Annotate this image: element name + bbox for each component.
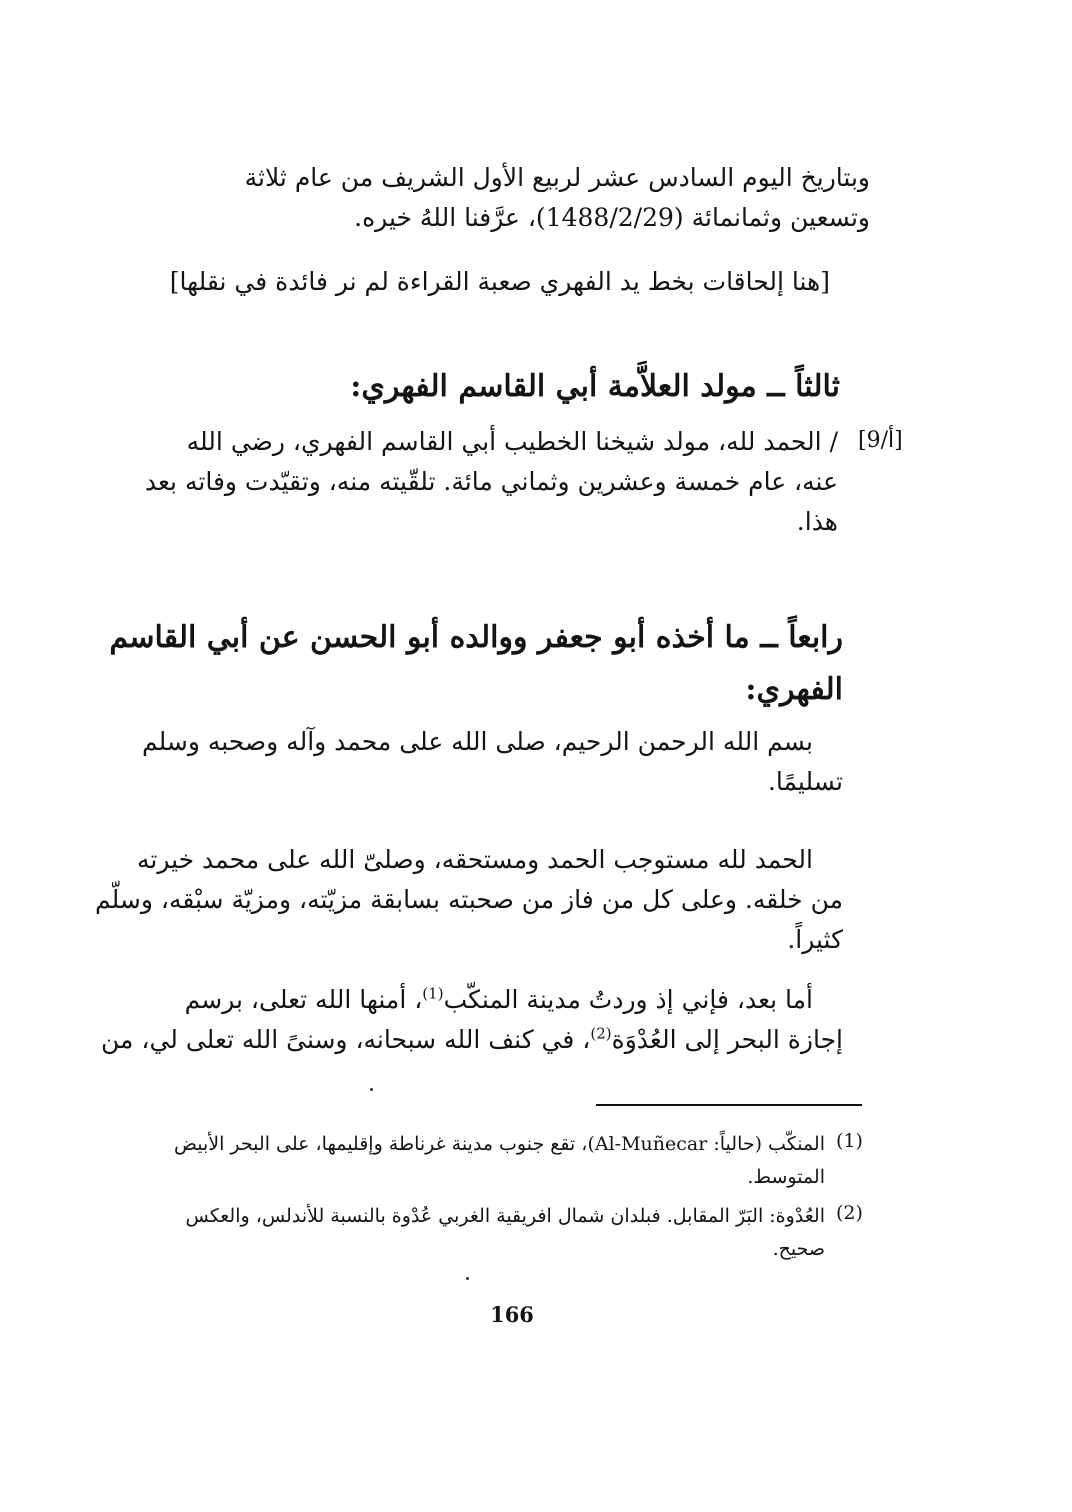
text-segment: إجازة البحر إلى العُدْوَة bbox=[611, 1025, 843, 1054]
section-3-body bbox=[144, 422, 838, 542]
paragraph-line: كثيراً. bbox=[787, 925, 843, 954]
footnote-line: المتوسط. bbox=[747, 1166, 825, 1188]
footnote-number: (1) bbox=[836, 1130, 863, 1152]
section-heading-4 bbox=[109, 612, 843, 716]
footnote-ref-2[interactable]: (2) bbox=[590, 1024, 612, 1043]
paragraph-line: تسليمًا. bbox=[767, 767, 843, 796]
basmala-paragraph bbox=[141, 722, 843, 802]
page-number: 166 bbox=[490, 1302, 534, 1327]
paragraph-line: وتسعين وثمانمائة (1488/2/29)، عرَّفنا اللهُ خيره. bbox=[354, 203, 870, 232]
section-heading-text: ثالثاً ــ مولد العلاَّمة أبي القاسم الفهري: bbox=[350, 369, 840, 404]
text-segment: أما بعد، فإني إذ وردتُ مدينة المنكّب bbox=[443, 985, 813, 1014]
footnote-2 bbox=[150, 1200, 825, 1266]
paragraph-line: الحمد لله مستوجب الحمد ومستحقه، وصلىّ الله على محمد خيرته bbox=[136, 845, 813, 874]
paragraph-line: وبتاريخ اليوم السادس عشر لربيع الأول الشريف من عام ثلاثة bbox=[244, 163, 870, 192]
amma-baad-paragraph bbox=[101, 980, 843, 1060]
scan-speck bbox=[370, 1088, 373, 1091]
editorial-note-text: [هنا إلحاقات بخط يد الفهري صعبة القراءة لم نر فائدة في نقلها] bbox=[169, 267, 830, 296]
footnote-line: المنكّب (حالياً: Al-Muñecar)، تقع جنوب مدينة غرناطة وإقليمها، على البحر الأبيض bbox=[173, 1133, 825, 1155]
section-heading-3 bbox=[350, 362, 840, 412]
editorial-note bbox=[169, 262, 830, 302]
folio-marker: [9/أ] bbox=[858, 428, 903, 453]
paragraph-line: / الحمد لله، مولد شيخنا الخطيب أبي القاسم الفهري، رضي الله bbox=[186, 427, 838, 456]
footnote-line: صحيح. bbox=[772, 1238, 825, 1260]
scan-speck bbox=[466, 1277, 469, 1280]
footnote-1 bbox=[150, 1128, 825, 1194]
text-segment: ، أمنها الله تعلى، برسم bbox=[184, 985, 423, 1014]
paragraph-line: بسم الله الرحمن الرحيم، صلى الله على محمد وآله وصحبه وسلم bbox=[141, 727, 813, 756]
hamd-paragraph bbox=[95, 840, 843, 960]
paragraph-line: هذا. bbox=[796, 507, 838, 536]
opening-paragraph bbox=[158, 158, 870, 238]
section-heading-text: رابعاً ــ ما أخذه أبو جعفر ووالده أبو الحسن عن أبي القاسم bbox=[109, 620, 843, 655]
footnote-line: العُدْوة: البَرّ المقابل. فبلدان شمال افريقية الغربي عُدْوة بالنسبة للأندلس، والعكس bbox=[185, 1205, 825, 1227]
paragraph-line: عنه، عام خمسة وعشرين وثماني مائة. تلقّيته منه، وتقيّدت وفاته بعد bbox=[144, 467, 838, 496]
footnote-number: (2) bbox=[836, 1202, 863, 1224]
footnote-ref-1[interactable]: (1) bbox=[422, 984, 444, 1003]
section-heading-text: الفهري: bbox=[745, 672, 843, 707]
footnote-separator bbox=[596, 1104, 862, 1106]
text-segment: ، في كنف الله سبحانه، وسنىً الله تعلى لي، من bbox=[101, 1025, 591, 1054]
paragraph-line: من خلقه. وعلى كل من فاز من صحبته بسابقة مزيّته، ومزيّة سبْقه، وسلّم bbox=[95, 885, 843, 914]
paragraph-line bbox=[101, 1020, 843, 1060]
paragraph-line bbox=[158, 980, 843, 1020]
